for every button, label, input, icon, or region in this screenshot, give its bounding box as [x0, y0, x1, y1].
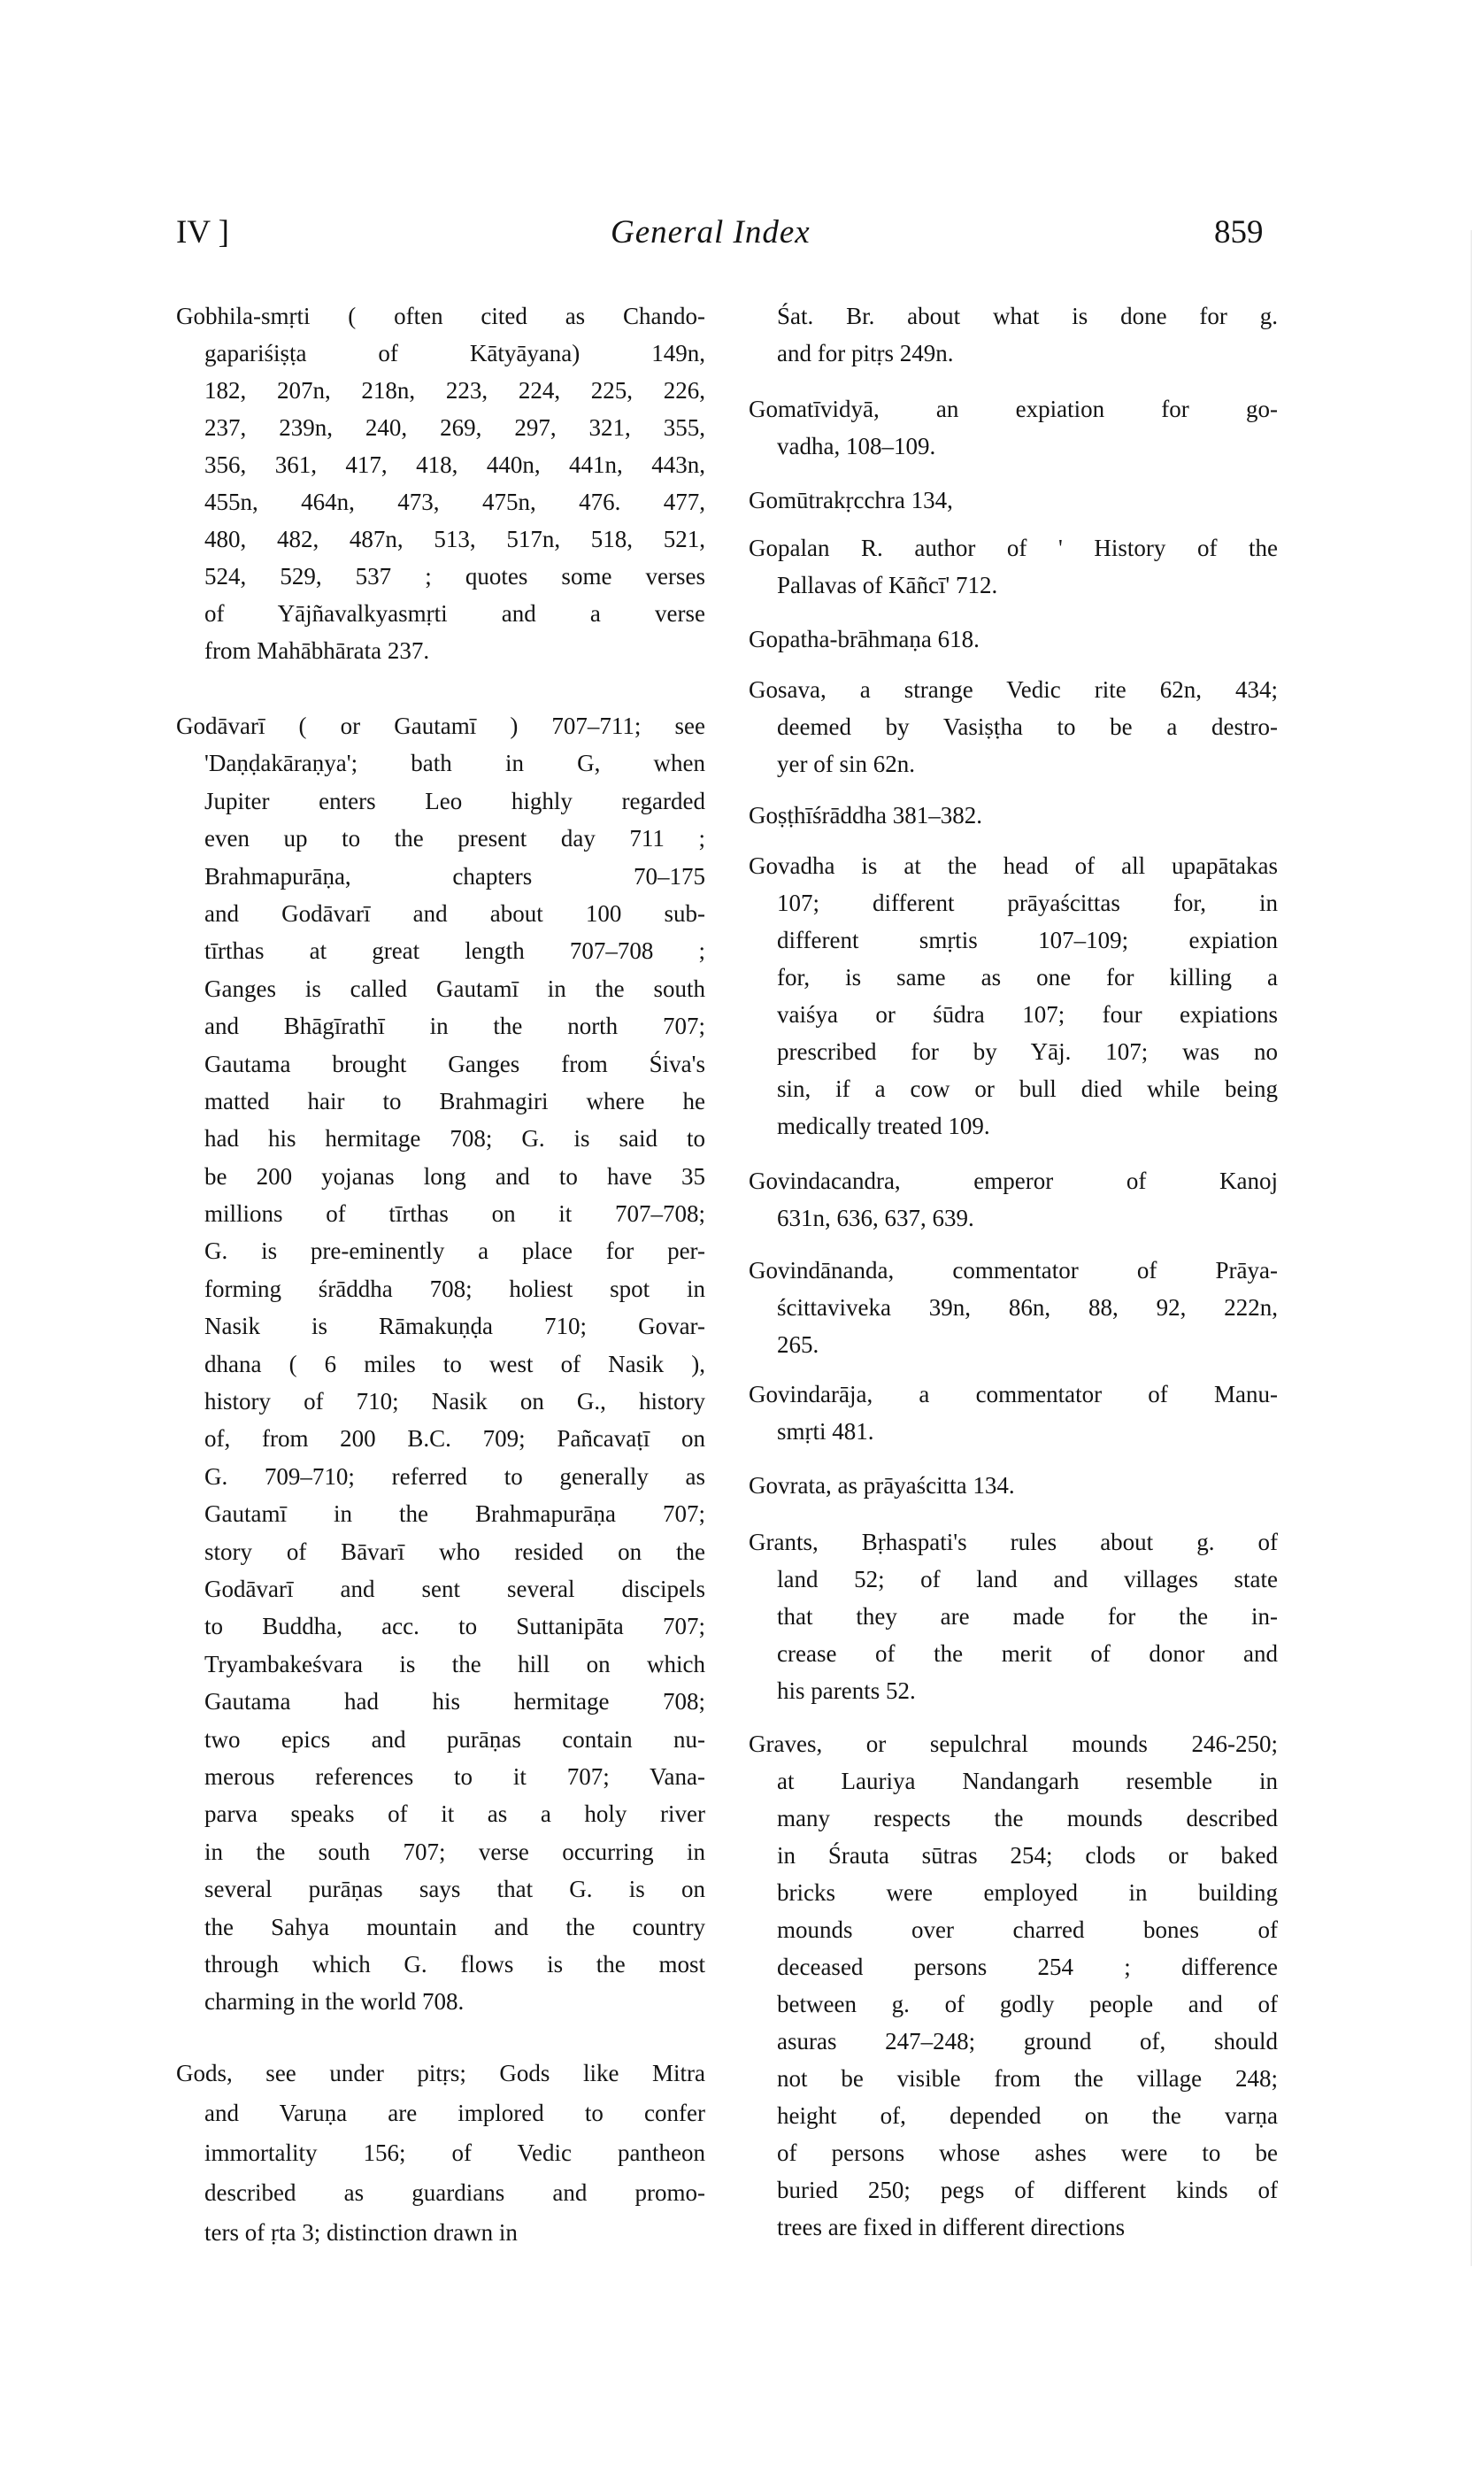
entry-line: and Godāvarī and about 100 sub- [204, 899, 705, 927]
entry-line: yer of sin 62n. [777, 751, 915, 777]
index-entry-continuation [749, 297, 1278, 372]
index-entry-gomutrakrcchra [749, 482, 1278, 519]
entry-line: that they are made for the in- [777, 1603, 1278, 1630]
entry-line: Govindacandra, emperor of Kanoj [749, 1168, 1278, 1194]
entry-line: the Sahya mountain and the country [204, 1913, 705, 1940]
entry-line: ścittaviveka 39n, 86n, 88, 92, 222n, [777, 1294, 1278, 1321]
entry-line: described as guardians and promo- [204, 2179, 705, 2206]
entry-line: Gomūtrakṛcchra 134, [749, 487, 953, 513]
entry-line: smṛti 481. [777, 1418, 874, 1445]
entry-line: Gautamī in the Brahmapurāṇa 707; [204, 1500, 705, 1528]
entry-line: 524, 529, 537 ; quotes some verses [204, 563, 705, 590]
index-entry-gobhila-smrti [176, 297, 705, 669]
index-entry-graves [749, 1725, 1278, 2246]
entry-line: 265. [777, 1331, 819, 1358]
entry-line: deceased persons 254 ; difference [777, 1954, 1278, 1980]
scan-edge-line [1471, 230, 1472, 2266]
entry-line: Govindarāja, a commentator of Manu- [749, 1381, 1278, 1407]
entry-line: several purāṇas says that G. is on [204, 1876, 705, 1903]
entry-line: not be visible from the village 248; [777, 2065, 1278, 2092]
entry-line: Grants, Bṛhaspati's rules about g. of [749, 1529, 1278, 1555]
entry-line: millions of tīrthas on it 707–708; [204, 1200, 705, 1228]
entry-line: sin, if a cow or bull died while being [777, 1075, 1278, 1102]
entry-line: Gomatīvidyā, an expiation for go- [749, 396, 1278, 422]
index-entry-gomatividya [749, 390, 1278, 465]
entry-line: gapariśiṣṭa of Kātyāyana) 149n, [204, 340, 705, 366]
entry-line: Gopatha-brāhmaṇa 618. [749, 626, 980, 652]
entry-line: Godāvarī and sent several discipels [204, 1575, 705, 1602]
index-entry-gopalan [749, 529, 1278, 604]
entry-line: Govadha is at the head of all upapātakas [749, 852, 1278, 879]
entry-line: Gopalan R. author of ' History of the [749, 535, 1278, 561]
index-entry-govadha [749, 847, 1278, 1145]
entry-line: in the south 707; verse occurring in [204, 1838, 705, 1865]
entry-line: Gobhila-smṛti ( often cited as Chando- [176, 303, 705, 329]
index-entry-govindacandra [749, 1162, 1278, 1237]
entry-line: medically treated 109. [777, 1113, 990, 1139]
entry-line: parva speaks of it as a holy river [204, 1800, 705, 1828]
index-entry-gods [176, 2054, 705, 2253]
entry-line: G. is pre-eminently a place for per- [204, 1237, 705, 1265]
entry-line: 'Daṇḍakāraṇya'; bath in G, when [204, 750, 705, 777]
entry-line: of, from 200 B.C. 709; Pañcavaṭī on [204, 1425, 705, 1453]
index-entry-godavari [176, 707, 705, 2021]
entry-line: crease of the merit of donor and [777, 1640, 1278, 1667]
entry-line: vaiśya or śūdra 107; four expiations [777, 1001, 1278, 1028]
entry-line: charming in the world 708. [204, 1988, 465, 2016]
entry-line: Graves, or sepulchral mounds 246-250; [749, 1731, 1278, 1757]
entry-line: buried 250; pegs of different kinds of [777, 2177, 1278, 2203]
entry-line: even up to the present day 711 ; [204, 825, 705, 852]
entry-line: Goṣṭhīśrāddha 381–382. [749, 802, 982, 829]
index-entry-govrata [749, 1467, 1278, 1504]
entry-line: matted hair to Brahmagiri where he [204, 1087, 705, 1114]
entry-line: 455n, 464n, 473, 475n, 476. 477, [204, 489, 705, 515]
entry-line: merous references to it 707; Vana- [204, 1762, 705, 1790]
index-entry-govindananda [749, 1252, 1278, 1363]
entry-line: Pallavas of Kāñcī' 712. [777, 572, 998, 598]
entry-line: and Varuṇa are implored to confer [204, 2100, 705, 2126]
entry-line: Gautama brought Ganges from Śiva's [204, 1050, 705, 1077]
running-title: General Index [611, 214, 811, 251]
entry-line: dhana ( 6 miles to west of Nasik ), [204, 1350, 705, 1377]
entry-line: different smṛtis 107–109; expiation [777, 927, 1278, 953]
entry-line: of persons whose ashes were to be [777, 2139, 1278, 2166]
entry-line: two epics and purāṇas contain nu- [204, 1725, 705, 1753]
entry-line: many respects the mounds described [777, 1805, 1278, 1831]
entry-line: G. 709–710; referred to generally as [204, 1462, 705, 1490]
entry-line: vadha, 108–109. [777, 433, 936, 459]
entry-line: at Lauriya Nandangarh resemble in [777, 1768, 1278, 1794]
entry-line: land 52; of land and villages state [777, 1566, 1278, 1592]
entry-line: forming śrāddha 708; holiest spot in [204, 1275, 705, 1302]
entry-line: Brahmapurāṇa, chapters 70–175 [204, 862, 705, 890]
entry-line: tīrthas at great length 707–708 ; [204, 937, 705, 965]
entry-line: for, is same as one for killing a [777, 964, 1278, 991]
entry-line: Gods, see under pitṛs; Gods like Mitra [176, 2060, 705, 2086]
entry-line: height of, depended on the varṇa [777, 2102, 1278, 2129]
page-number: 859 [1214, 214, 1264, 251]
entry-line: Gosava, a strange Vedic rite 62n, 434; [749, 676, 1278, 703]
entry-line: Godāvarī ( or Gautamī ) 707–711; see [176, 713, 705, 739]
entry-line: his parents 52. [777, 1677, 916, 1704]
entry-line: Govindānanda, commentator of Prāya- [749, 1257, 1278, 1284]
entry-line: be 200 yojanas long and to have 35 [204, 1162, 705, 1190]
entry-line: 237, 239n, 240, 269, 297, 321, 355, [204, 414, 705, 441]
entry-line: ters of ṛta 3; distinction drawn in [204, 2219, 518, 2246]
entry-line: Ganges is called Gautamī in the south [204, 975, 705, 1002]
entry-line: and Bhāgīrathī in the north 707; [204, 1013, 705, 1040]
entry-line: between g. of godly people and of [777, 1991, 1278, 2017]
entry-line: and for pitṛs 249n. [777, 340, 954, 366]
entry-line: Govrata, as prāyaścitta 134. [749, 1472, 1015, 1499]
entry-line: 107; different prāyaścittas for, in [777, 890, 1278, 916]
entry-line: history of 710; Nasik on G., history [204, 1388, 705, 1415]
entry-line: 182, 207n, 218n, 223, 224, 225, 226, [204, 377, 705, 404]
entry-line: bricks were employed in building [777, 1879, 1278, 1906]
entry-line: Gautama had his hermitage 708; [204, 1688, 705, 1715]
entry-line: 480, 482, 487n, 513, 517n, 518, 521, [204, 526, 705, 552]
index-entry-grants [749, 1523, 1278, 1709]
entry-line: through which G. flows is the most [204, 1950, 705, 1977]
entry-line: Jupiter enters Leo highly regarded [204, 787, 705, 814]
entry-line: had his hermitage 708; G. is said to [204, 1125, 705, 1153]
index-entry-gopatha-brahmana [749, 621, 1278, 658]
entry-line: 356, 361, 417, 418, 440n, 441n, 443n, [204, 451, 705, 478]
entry-line: asuras 247–248; ground of, should [777, 2028, 1278, 2055]
entry-line: Nasik is Rāmakuṇḍa 710; Govar- [204, 1313, 705, 1340]
entry-line: from Mahābhārata 237. [204, 637, 430, 664]
section-marker: IV ] [176, 214, 229, 251]
index-entry-gosava [749, 671, 1278, 783]
entry-line: immortality 156; of Vedic pantheon [204, 2139, 705, 2166]
entry-line: deemed by Vasiṣṭha to be a destro- [777, 713, 1278, 740]
index-entry-govindaraja [749, 1376, 1278, 1450]
entry-line: trees are fixed in different directions [777, 2214, 1126, 2240]
entry-line: 631n, 636, 637, 639. [777, 1205, 974, 1231]
entry-line: in Śrauta sūtras 254; clods or baked [777, 1842, 1278, 1869]
index-entry-gosthisraddha [749, 797, 1278, 834]
entry-line: Śat. Br. about what is done for g. [777, 303, 1278, 329]
entry-line: prescribed for by Yāj. 107; was no [777, 1038, 1278, 1065]
entry-line: to Buddha, acc. to Suttanipāta 707; [204, 1613, 705, 1640]
entry-line: of Yājñavalkyasmṛti and a verse [204, 600, 705, 627]
entry-line: mounds over charred bones of [777, 1916, 1278, 1943]
entry-line: Tryambakeśvara is the hill on which [204, 1650, 705, 1677]
entry-line: story of Bāvarī who resided on the [204, 1538, 705, 1565]
